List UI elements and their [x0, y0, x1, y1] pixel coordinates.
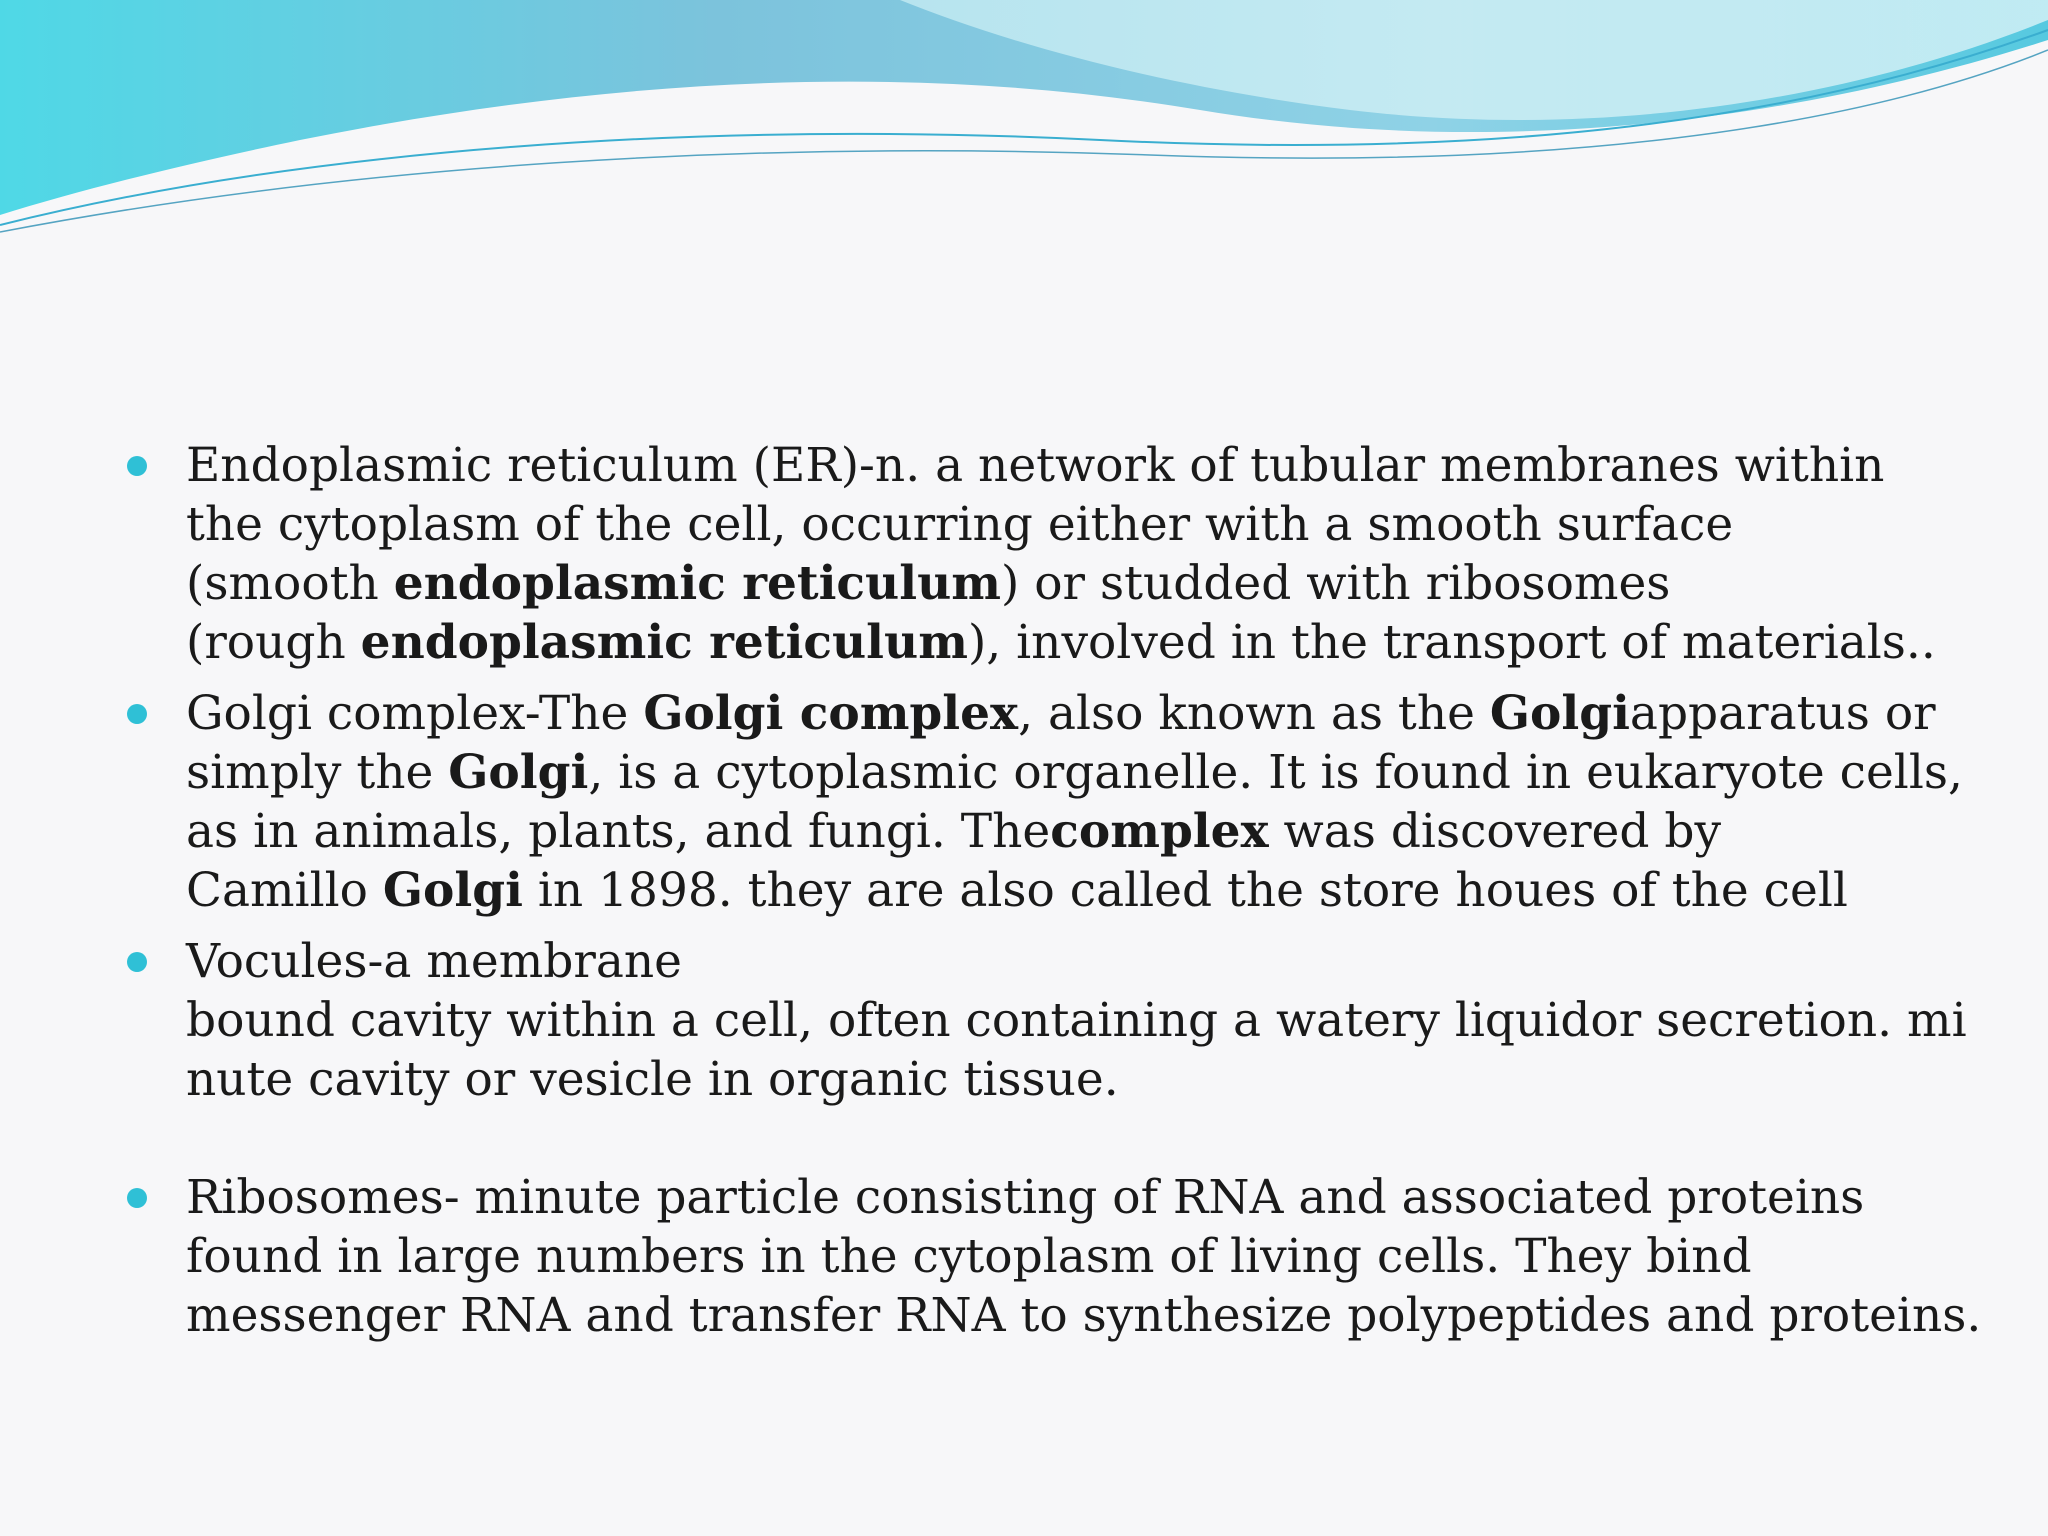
slide-body [120, 436, 1982, 1357]
bullet-dot-icon [127, 952, 147, 972]
bullet-item [120, 932, 1967, 1109]
text-run: ), involved in the transport of materials.. [967, 615, 1936, 670]
bold-term: Golgi [448, 745, 589, 800]
bullet-item [120, 684, 1963, 920]
text-run: Endoplasmic reticulum (ER)-n. a network of tubular membranes within [186, 438, 1885, 493]
bullet-line [186, 495, 1940, 554]
bullet-dot-icon [127, 704, 147, 724]
bullet-line [186, 1286, 1982, 1345]
text-run: Ribosomes- minute particle consisting of RNA and associated proteins [186, 1170, 1865, 1225]
bold-term: Golgi complex [643, 686, 1019, 741]
text-run: found in large numbers in the cytoplasm of living cells. They bind [186, 1229, 1752, 1284]
text-run: was discovered by [1268, 804, 1722, 859]
bullet-line [186, 684, 1940, 743]
bold-term: Golgi [382, 863, 523, 918]
text-run: Vocules-a membrane [186, 934, 682, 989]
bullet-item [120, 436, 1940, 672]
text-run: ) or studded with ribosomes [1000, 556, 1671, 611]
text-run: bound cavity within a cell, often containing a watery liquidor secretion. mi [186, 993, 1967, 1048]
bullet-list [120, 436, 1982, 1345]
text-run: in 1898. they are also called the store houes of the cell [522, 863, 1848, 918]
bullet-line [186, 743, 1963, 802]
text-run: (smooth [186, 556, 394, 611]
text-run: apparatus or [1629, 686, 1936, 741]
bold-term: complex [1050, 804, 1269, 859]
text-run: simply the [186, 745, 449, 800]
bold-term: Golgi [1489, 686, 1630, 741]
text-run: (rough [186, 615, 361, 670]
bullet-line [186, 932, 1940, 991]
bullet-item [120, 1168, 1982, 1345]
bullet-line [186, 436, 1940, 495]
text-run: as in animals, plants, and fungi. The [186, 804, 1051, 859]
text-run: the cytoplasm of the cell, occurring either with a smooth surface [186, 497, 1734, 552]
bullet-line [186, 802, 1940, 861]
bullet-dot-icon [127, 456, 147, 476]
text-run: messenger RNA and transfer RNA to synthesize polypeptides and proteins. [186, 1288, 1982, 1343]
text-run: Camillo [186, 863, 383, 918]
bullet-line [186, 1227, 1940, 1286]
text-run: , also known as the [1018, 686, 1490, 741]
text-run: nute cavity or vesicle in organic tissue. [186, 1052, 1119, 1107]
bold-term: endoplasmic reticulum [360, 615, 968, 670]
header-wave-decoration [0, 0, 2048, 260]
bullet-line [186, 554, 1940, 613]
bullet-line [186, 1168, 1940, 1227]
bullet-line [186, 991, 1967, 1050]
text-run: , is a cytoplasmic organelle. It is found in eukaryote cells, [588, 745, 1963, 800]
bullet-line [186, 1050, 1940, 1109]
text-run: Golgi complex-The [186, 686, 644, 741]
bullet-line [186, 613, 1940, 672]
bullet-dot-icon [127, 1188, 147, 1208]
bold-term: endoplasmic reticulum [393, 556, 1001, 611]
bullet-line [186, 861, 1940, 920]
